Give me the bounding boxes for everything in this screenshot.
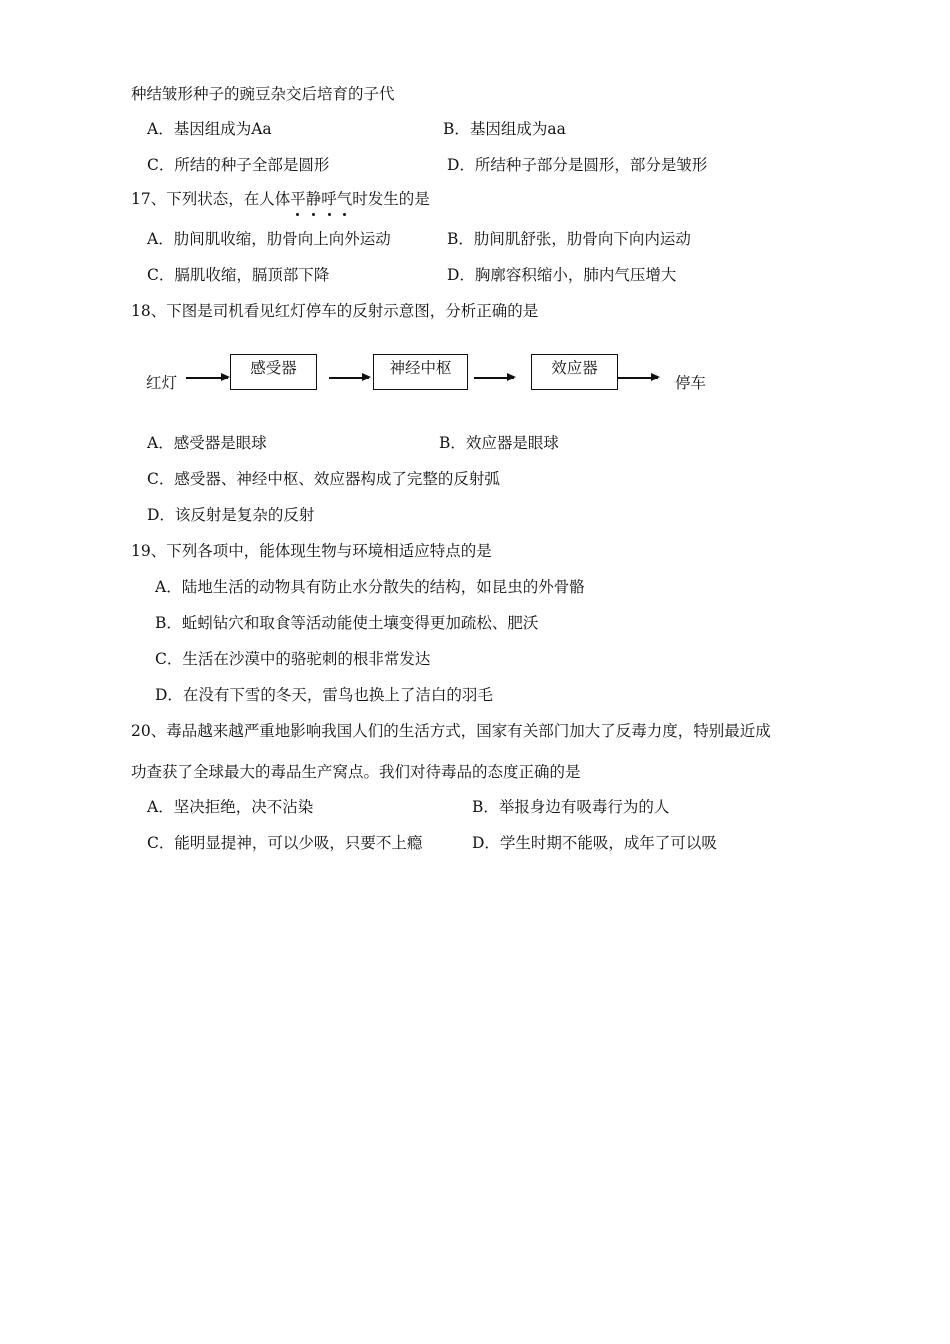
q17-option-b: B．肋间肌舒张，肋骨向下向内运动	[447, 230, 691, 248]
diagram-box-nerve-center: 神经中枢	[373, 354, 468, 390]
q20-option-a: A．坚决拒绝，决不沾染	[147, 798, 314, 816]
q17-option-a: A．肋间肌收缩，肋骨向上向外运动	[147, 230, 391, 248]
q16-option-b: B．基因组成为aa	[443, 120, 566, 138]
diagram-arrow	[186, 377, 228, 379]
diagram-box-effector: 效应器	[531, 354, 618, 390]
diagram-arrow	[329, 377, 369, 379]
q20-stem-line1: 20、毒品越来越严重地影响我国人们的生活方式，国家有关部门加大了反毒力度，特别最近成	[131, 722, 771, 740]
q17-stem	[131, 189, 430, 209]
emphasis-char: 气	[336, 190, 353, 208]
diagram-start-label: 红灯	[146, 374, 178, 392]
diagram-arrow	[618, 377, 658, 379]
q18-option-b: B．效应器是眼球	[439, 434, 559, 452]
diagram-arrow	[474, 377, 514, 379]
emphasis-char: 平	[290, 190, 306, 208]
q17-stem-post: 时发生的是	[352, 190, 430, 208]
q20-option-b: B．举报身边有吸毒行为的人	[472, 798, 670, 816]
q17-option-c: C．膈肌收缩，膈顶部下降	[147, 266, 330, 284]
q17-option-d: D．胸廓容积缩小，肺内气压增大	[447, 266, 677, 284]
q19-option-b: B．蚯蚓钻穴和取食等活动能使土壤变得更加疏松、肥沃	[155, 614, 539, 632]
q18-stem: 18、下图是司机看见红灯停车的反射示意图，分析正确的是	[131, 302, 539, 320]
q19-option-c: C．生活在沙漠中的骆驼刺的根非常发达	[155, 650, 431, 668]
q19-stem: 19、下列各项中，能体现生物与环境相适应特点的是	[131, 542, 492, 560]
q17-stem-pre: 17、下列状态，在人体	[131, 190, 291, 208]
diagram-end-label: 停车	[675, 374, 707, 392]
q18-option-d: D．该反射是复杂的反射	[147, 506, 315, 524]
question-stem-continuation: 种结皱形种子的豌豆杂交后培育的子代	[131, 85, 395, 103]
q18-option-c: C．感受器、神经中枢、效应器构成了完整的反射弧	[147, 470, 500, 488]
q18-option-a: A．感受器是眼球	[147, 434, 267, 452]
q20-option-c: C．能明显提神，可以少吸，只要不上瘾	[147, 834, 423, 852]
q16-option-a: A．基因组成为Aa	[147, 120, 272, 138]
q16-option-d: D．所结种子部分是圆形，部分是皱形	[447, 156, 708, 174]
q16-option-c: C．所结的种子全部是圆形	[147, 156, 330, 174]
q20-stem-line2: 功查获了全球最大的毒品生产窝点。我们对待毒品的态度正确的是	[131, 763, 581, 781]
diagram-box-receptor: 感受器	[230, 354, 317, 390]
q20-option-d: D．学生时期不能吸，成年了可以吸	[472, 834, 717, 852]
q19-option-d: D．在没有下雪的冬天，雷鸟也换上了洁白的羽毛	[155, 686, 493, 704]
emphasis-char: 静	[305, 190, 322, 208]
emphasis-char: 呼	[321, 190, 337, 208]
q19-option-a: A．陆地生活的动物具有防止水分散失的结构，如昆虫的外骨骼	[155, 578, 585, 596]
